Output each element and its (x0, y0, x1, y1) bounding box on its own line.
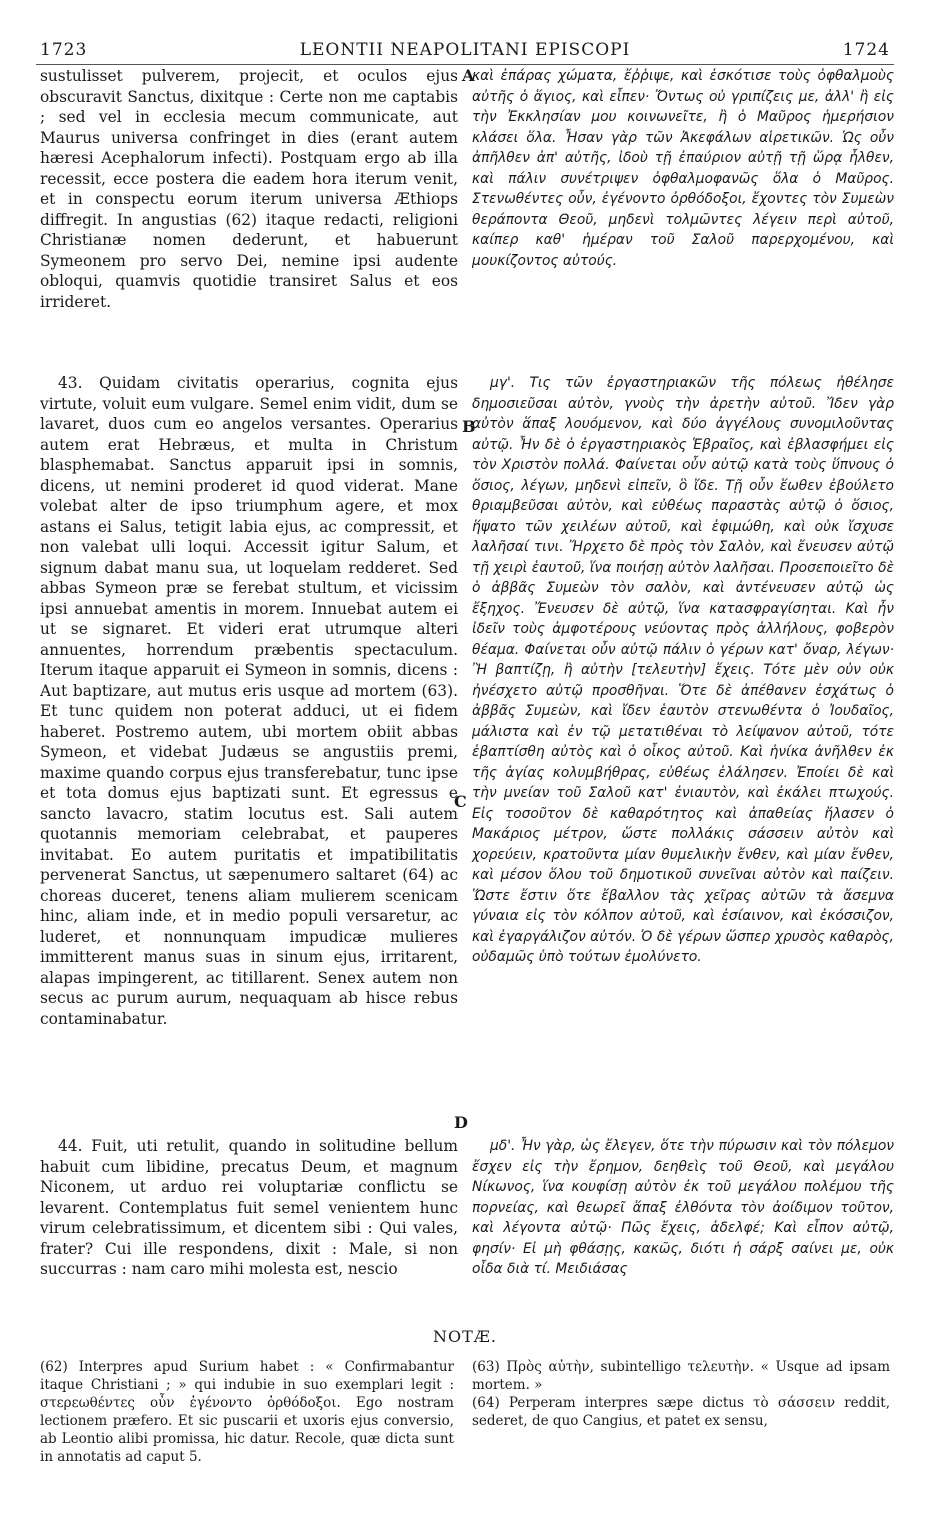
greek-paragraph-42-end: καὶ ἐπάρας χώματα, ἔῤῥιψε, καὶ ἐσκότισε τοὺς ὀφθαλμοὺς αὐτῆς ὁ ἅγιος, καὶ εἶπεν· Ὄντως οὐ γριπίζεις με, ἀλλ' ἢ εἰς τὴν Ἐκκλησίαν μου κοινωνεῖτε, ἢ ὁ Μαῦρος ἡμερήσιον κλάσει ὅλα. Ἦσαν γὰρ τῶν Ἀκεφάλων αἱρετικῶν. Ὡς οὖν ἀπῆλθεν ἀπ' αὐτῆς, ἰδοὺ τῇ ἐπαύριον αὐτῇ τῇ ὥρᾳ ἦλθεν, καὶ πάλιν συνέτριψεν ὀφθαλμοφανῶς ὅλα ὁ Μαῦρος. Στενωθέντες οὖν, ἐγένοντο ὀρθόδοξοι, ἔχοντες τὸν Συμεὼν θεράποντα Θεοῦ, μηδενὶ τολμῶντες λέγειν περὶ αὐτοῦ, καίπερ καθ' ἡμέραν τοῦ Σαλοῦ παρερχομένου, καὶ μουκίζοντος αὐτούς. (472, 68, 894, 269)
running-title: LEONTII NEAPOLITANI EPISCOPI (299, 40, 631, 60)
page-header (40, 40, 890, 64)
notes-right-column (472, 1358, 890, 1430)
notes-heading: NOTÆ. (433, 1327, 497, 1346)
greek-column-middle (472, 373, 894, 968)
greek-paragraph-43: μγ'. Τις τῶν ἐργαστηριακῶν τῆς πόλεως ἠθέλησε δημοσιεῦσαι αὐτὸν, γνοὺς τὴν ἀρετὴν αὐτοῦ. Ἴδεν γὰρ αὐτὸν ἅπαξ λουόμενον, καὶ δύο ἀγγέλους συνομιλοῦντας αὐτῷ. Ἦν δὲ ὁ ἐργαστηριακὸς Ἑβραῖος, καὶ ἐβλασφήμει εἰς τὸν Χριστὸν πολλά. Φαίνεται οὖν αὐτῷ κατὰ τοὺς ὕπνους ὁ ὅσιος, λέγων, μηδενὶ εἰπεῖν, ὃ ἴδε. Τῇ οὖν ἕωθεν ἐβούλετο θριαμβεῦσαι αὐτὸν, καὶ εὐθέως παραστὰς αὐτῷ ὁ ὅσιος, ἥψατο τῶν χειλέων αὐτοῦ, καὶ ἐφιμώθη, καὶ οὐκ ἴσχυσε λαλῆσαί τινι. Ἤρχετο δὲ πρὸς τὸν Σαλὸν, καὶ ἔνευσεν αὐτῷ τῇ χειρὶ ἑαυτοῦ, ἵνα ποιήσῃ αὐτὸν λαλῆσαι. Προσεποιεῖτο δὲ ὁ ἀββᾶς Συμεὼν τὸν σαλὸν, καὶ ἀντένευσεν αὐτῷ ὡς ἔξηχος. Ἔνευσεν δὲ αὐτῷ, ἵνα κατασφραγίσηται. Καὶ ἦν ἰδεῖν τοὺς ἀμφοτέρους νεύοντας πρὸς ἀλλήλους, φοβερὸν θέαμα. Φαίνεται οὖν αὐτῷ πάλιν ὁ γέρων κατ' ὄναρ, λέγων· Ἢ βαπτίζῃ, ἢ αὐτὴν [τελευτὴν] ἔχεις. Τότε μὲν οὐν οὐκ ἠνέσχετο αὐτῷ προσθῆναι. Ὅτε δὲ ἀπέθανεν ἐσχάτως ὁ ἀββᾶς Συμεὼν, καὶ ἴδεν ἑαυτὸν στενωθέντα ὁ Ἰουδαῖος, μάλιστα καὶ ἐν τῷ μετατιθέναι τὸ λείψανον αὐτοῦ, τότε ἐβαπτίσθη αὐτὸς καὶ ὁ οἶκος αὐτοῦ. Καὶ ἡνίκα ἀνῆλθεν ἐκ τῆς ἁγίας κολυμβήθρας, εὐθέως ἐλάλησεν. Ἐποίει δὲ καὶ τὴν μνείαν τοῦ Σαλοῦ κατ' ἐνιαυτὸν, καὶ ἐκάλει πτωχούς. Εἰς τοσοῦτον δὲ καθαρότητος καὶ ἀπαθείας ἤλασεν ὁ Μακάριος μέτρον, ὥστε πολλάκις σάσσειν αὐτὸν καὶ χορεύειν, κρατοῦντα μίαν θυμελικὴν ἔνθεν, καὶ μίαν ἔνθεν, καὶ μέσον ὅλου τοῦ δημοτικοῦ συνεῖναι αὐτὸν καὶ παίζειν. Ὥστε ἔστιν ὅτε ἔβαλλον τὰς χεῖρας αὐτῶν τὰ ἄσεμνα γύναια εἰς τὸν κόλπον αὐτοῦ, καὶ ἐσίαινον, καὶ ἐκόσσιζον, καὶ ἐγαργάλιζον αὐτόν. Ὁ δὲ γέρων ὥσπερ χρυσὸς καθαρὸς, οὐδαμῶς ὑπὸ τούτων ἐμολύνετο. (472, 375, 894, 965)
latin-column-top (40, 66, 458, 312)
section-marker-c: C (454, 792, 467, 811)
latin-paragraph-44: 44. Fuit, uti retulit, quando in solitudine bellum habuit cum libidine, precatus Deum, et magnum Niconem, ut arduo rei voluptariæ conflictu se levarent. Contemplatus fuit semel venientem hunc virum celebratissimum, et dicentem sibi : Qui vales, frater? Cui ille respondens, dixit : Male, si non succurras : nam caro mihi molesta est, nescio (40, 1137, 458, 1278)
note-62: (62) Interpres apud Surium habet : « Confirmabantur itaque Christiani ; » qui indubie in suo exemplari legit : στερεωθέντες οὖν ἐγένοντο ὀρθόδοξοι. Ego nostram lectionem præfero. Et sic puscarii et uxoris ejus conversio, ab Leontio alibi promissa, hic datur. Recole, quæ dicta sunt in annotatis ad caput 5. (40, 1359, 454, 1465)
left-column-number: 1723 (40, 40, 88, 60)
notes-left-column (40, 1358, 454, 1466)
latin-paragraph-42-end: sustulisset pulverem, projecit, et oculos ejus obscuravit Sanctus, dixitque : Certe non me captabis ; sed vel in ecclesia mecum communicate, aut Maurus universa confringet in dies (erant autem hæresi Acephalorum infecti). Postquam ergo ab illa recessit, ecce postera die eadem hora iterum venit, et in conspectu eorum iterum universa Æthiops diffregit. In angustias (62) itaque redacti, religioni Christianæ nomen dederunt, et habuerunt Symeonem pro servo Dei, nemine ipsi audente obloqui, quamvis quotidie transiret Salus et eos irrideret. (40, 67, 458, 311)
section-marker-d: D (454, 1113, 468, 1132)
note-64: (64) Perperam interpres sæpe dictus τὸ σάσσειν reddit, sederet, de quo Cangius, et patet ex sensu, (472, 1395, 890, 1429)
latin-column-middle (40, 373, 458, 1029)
greek-column-top (472, 66, 894, 271)
note-63: (63) Πρὸς αὐτὴν, subintelligo τελευτὴν. « Usque ad ipsam mortem. » (472, 1359, 890, 1393)
header-rule (36, 64, 894, 65)
section-marker-a: A (462, 66, 475, 85)
latin-column-bottom (40, 1136, 458, 1280)
right-column-number: 1724 (842, 40, 890, 60)
greek-column-bottom (472, 1136, 894, 1280)
latin-paragraph-43: 43. Quidam civitatis operarius, cognita ejus virtute, voluit eum vulgare. Semel enim vidit, dum se lavaret, duos cum eo angelos versantes. Operarius autem erat Hebræus, et multa in Christum blasphemabat. Sanctus apparuit ipsi in somnis, dicens, ut nemini proderet id quod viderat. Mane volebat alter de ipso triumphum agere, et mox astans ei Salus, tetigit labia ejus, ac compressit, et non valebat ulli loqui. Accessit igitur Salum, et signum dabat manu sua, ut loquelam redderet. Sed abbas Symeon præ se ferebat stultum, et vicissim ipsi annuebat amentis in morem. Innuebat autem ei ut se signaret. Et videri erat utrumque alteri annuentes, horrendum præbentis spectaculum. Iterum itaque apparuit ei Symeon in somnis, dicens : Aut baptizare, aut mutus eris usque ad mortem (63). Et tunc quidem non poterat adduci, ut ei fidem haberet. Postremo autem, ubi mortem obiit abbas Symeon, et videbat Judæus se angustiis premi, maxime quando corpus ejus transferebatur, tunc ipse et tota domus ejus baptizati sunt. Et egressus e sancto lavacro, statim locutus est. Sali autem quotannis memoriam celebrabat, et pauperes invitabat. Eo autem puritatis et impatibilitatis pervenerat Sanctus, ut sæpenumero saltaret (64) ac choreas duceret, tenens aliam mulierem scenicam hinc, aliam inde, et in medio populi versaretur, ac luderet, et nonnunquam impudicæ mulieres immitterent manus suas in sinum ejus, irritarent, alapas impingerent, ac titillarent. Senex autem non secus ac purum aurum, nequaquam ab hisce rebus contaminabatur. (40, 374, 458, 1028)
section-marker-b: B (462, 417, 476, 436)
greek-paragraph-44: μδ'. Ἦν γὰρ, ὡς ἔλεγεν, ὅτε τὴν πύρωσιν καὶ τὸν πόλεμον ἔσχεν εἰς τὴν ἔρημον, δεηθεὶς τοῦ Θεοῦ, καὶ μεγάλου Νίκωνος, ἵνα κουφίσῃ αὐτὸν ἐκ τοῦ μεγάλου πολέμου τῆς πορνείας, καὶ θεωρεῖ ἅπαξ ἐλθόντα τὸν ἀοίδιμον τοῦτον, καὶ λέγοντα αὐτῷ· Πῶς ἔχεις, ἀδελφέ; Καὶ εἶπον αὐτῷ, φησίν· Εἰ μὴ φθάσῃς, κακῶς, διότι ἡ σάρξ σαίνει με, οὐκ οἶδα διὰ τί. Μειδιάσας (472, 1138, 894, 1277)
